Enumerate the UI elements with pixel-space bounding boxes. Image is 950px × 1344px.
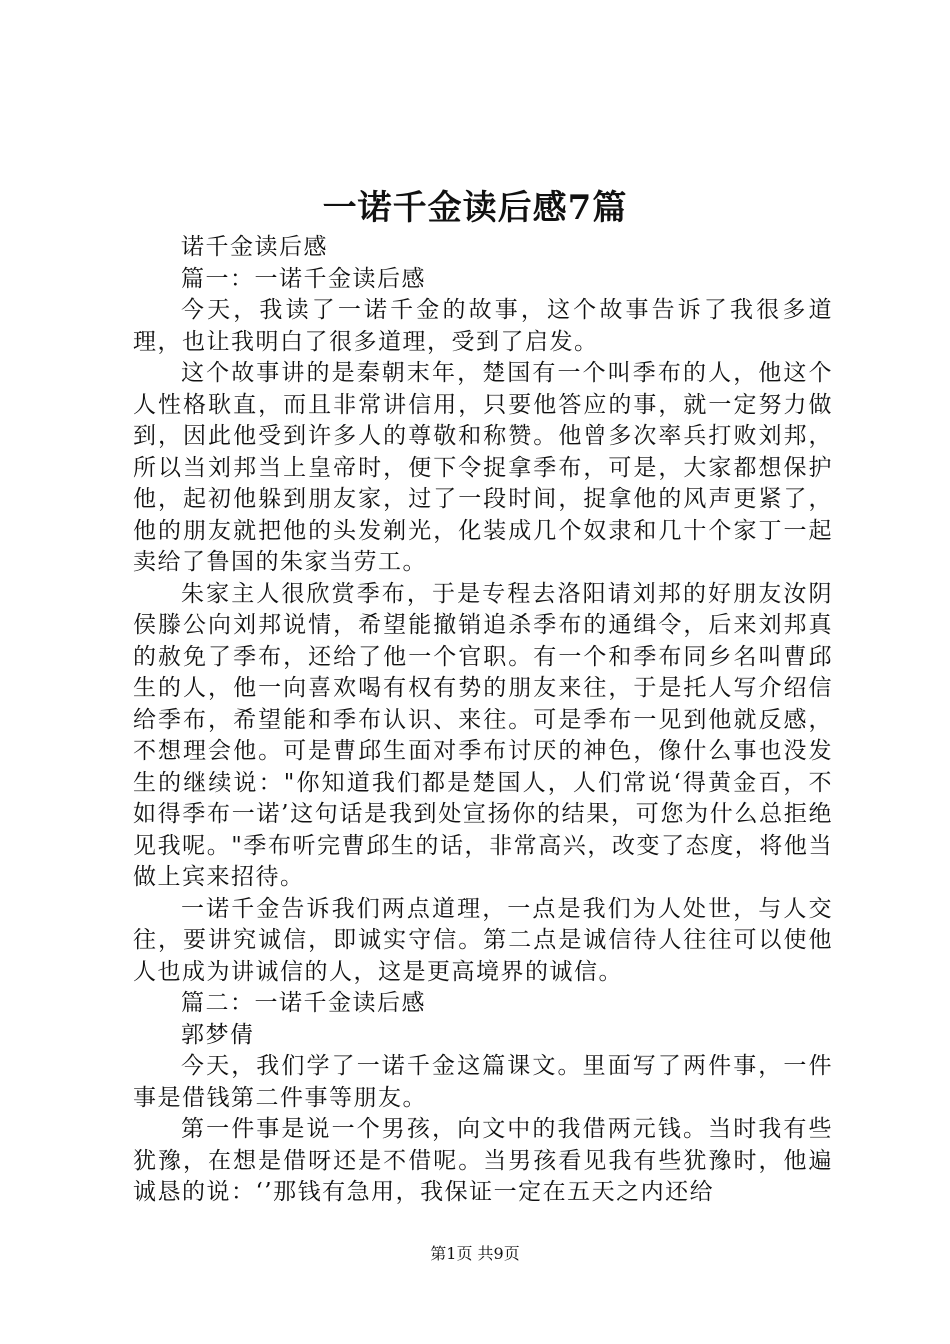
document-title: 一诺千金读后感7篇 bbox=[322, 188, 628, 228]
paragraph: 今天，我们学了一诺千金这篇课文。里面写了两件事，一件事是借钱第二件事等朋友。 bbox=[133, 1053, 833, 1111]
paragraph: 一诺千金告诉我们两点道理，一点是我们为人处世，与人交往，要讲究诚信，即诚实守信。第二点是诚信待人往往可以使他人也成为讲诚信的人，这是更高境界的诚信。 bbox=[133, 895, 833, 985]
paragraph: 第一件事是说一个男孩，向文中的我借两元钱。当时我有些犹豫，在想是借呀还是不借呢。当男孩看见我有些犹豫时，他遍诚恳的说：‘’那钱有急用，我保证一定在五天之内还给 bbox=[133, 1116, 833, 1205]
author-name: 郭梦倩 bbox=[181, 1021, 255, 1048]
paragraph: 这个故事讲的是秦朝末年，楚国有一个叫季布的人，他这个人性格耿直，而且非常讲信用，只要他答应的事，就一定努力做到，因此他受到许多人的尊敬和称赞。他曾多次率兵打败刘邦，所以当刘邦当上皇帝时，便下令捉拿季布，可是，大家都想保护他，起初他躲到朋友家，过了一段时间，捉拿他的风声更紧了，他的朋友就把他的头发剃光，化装成几个奴隶和几十个家丁一起卖给了鲁国的朱家当劳工。 bbox=[133, 360, 833, 575]
section-heading-2: 篇二：一诺千金读后感 bbox=[181, 990, 426, 1016]
paragraph: 朱家主人很欣赏季布，于是专程去洛阳请刘邦的好朋友汝阴侯滕公向刘邦说情，希望能撤销追杀季布的通缉令，后来刘邦真的赦免了季布，还给了他一个官职。有一个和季布同乡名叫曹邱生的人，他一向喜欢喝有权有势的朋友来往，于是托人写介绍信给季布，希望能和季布认识、来往。可是季布一见到他就反感，不想理会他。可是曹邱生面对季布讨厌的神色，像什么事也没发生的继续说："你知道我们都是楚国人，人们常说‘得黄金百，不如得季布一诺’这句话是我到处宣扬你的结果，可您为什么总拒绝见我呢。"季布听完曹邱生的话，非常高兴，改变了态度，将他当做上宾来招待。 bbox=[133, 580, 833, 890]
paragraph-subtitle: 诺千金读后感 bbox=[181, 234, 328, 260]
paragraph: 今天，我读了一诺千金的故事，这个故事告诉了我很多道理，也让我明白了很多道理，受到了启发。 bbox=[133, 297, 833, 355]
page-footer: 第1页 共9页 bbox=[430, 1244, 520, 1263]
document-body bbox=[133, 232, 833, 1209]
section-heading-1: 篇一：一诺千金读后感 bbox=[181, 265, 426, 292]
